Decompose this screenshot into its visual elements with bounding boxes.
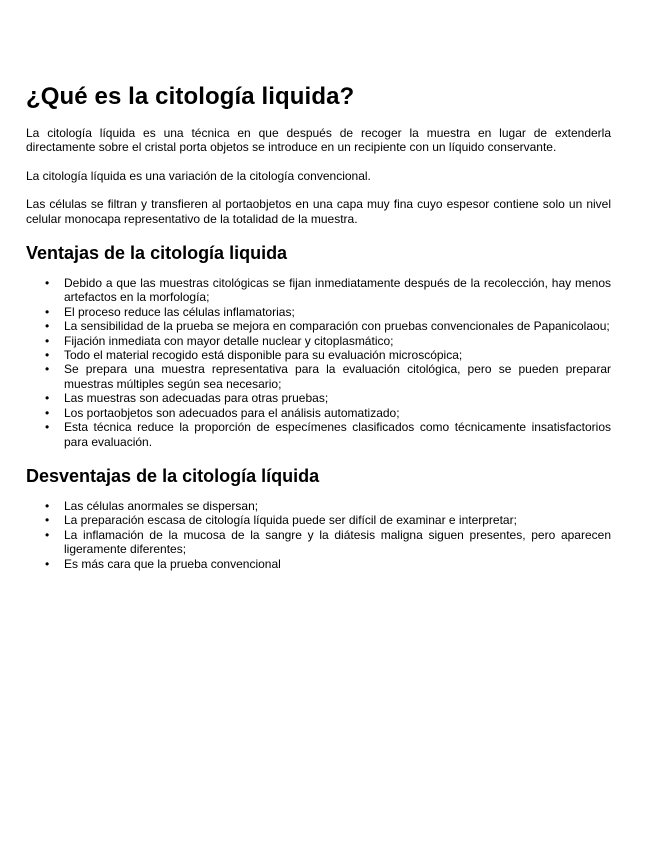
list-item: • El proceso reduce las células inflamatorias;: [45, 304, 295, 319]
ventajas-list: [26, 276, 611, 449]
bullet-icon: •: [45, 333, 50, 348]
list-item: • Las muestras son adecuadas para otras pruebas;: [45, 391, 329, 406]
bullet-icon: •: [45, 405, 50, 420]
list-item: • La inflamación de la mucosa de la sangre y la diátesis maligna siguen presentes, pero aparecen ligeramente diferentes;: [45, 527, 611, 557]
intro-paragraph-2: La citología líquida es una variación de la citología convencional.: [26, 168, 371, 183]
bullet-icon: •: [45, 319, 50, 334]
list-item: • Se prepara una muestra representativa para la evaluación citológica, pero se pueden preparar muestras múltiples según sea necesario;: [45, 362, 611, 391]
list-item: • La preparación escasa de citología líquida puede ser difícil de examinar e interpretar;: [45, 513, 517, 528]
bullet-icon: •: [45, 276, 50, 291]
list-item: • Es más cara que la prueba convencional: [45, 556, 281, 571]
desventajas-list: [26, 499, 611, 571]
list-item: • Los portaobjetos son adecuados para el análisis automatizado;: [45, 405, 400, 420]
list-item: • Fijación inmediata con mayor detalle nuclear y citoplasmático;: [45, 333, 394, 348]
section-heading-desventajas: Desventajas de la citología líquida: [26, 465, 320, 486]
intro-paragraph-3: Las células se filtran y transfieren al portaobjetos en una capa muy fina cuyo espesor contiene solo un nivel celular monocapa representativo de la totalidad de la muestra.: [26, 197, 611, 226]
list-item: • La sensibilidad de la prueba se mejora en comparación con pruebas convencionales de Papanicolaou;: [45, 319, 610, 334]
bullet-icon: •: [45, 556, 50, 571]
bullet-icon: •: [45, 362, 50, 377]
bullet-icon: •: [45, 498, 50, 513]
bullet-icon: •: [45, 348, 50, 363]
list-item: • Las células anormales se dispersan;: [45, 498, 259, 513]
bullet-icon: •: [45, 527, 50, 542]
intro-paragraph-1: La citología líquida es una técnica en que después de recoger la muestra en lugar de extenderla directamente sobre el cristal porta objetos se introduce en un recipiente con un líquido conservante.: [26, 126, 611, 155]
list-item: • Debido a que las muestras citológicas se fijan inmediatamente después de la recolección, hay menos artefactos en la morfología;: [45, 276, 611, 305]
page-title: ¿Qué es la citología liquida?: [26, 83, 355, 110]
bullet-icon: •: [45, 304, 50, 319]
section-heading-ventajas: Ventajas de la citología liquida: [26, 243, 288, 264]
list-item: • Todo el material recogido está disponible para su evaluación microscópica;: [45, 348, 463, 363]
bullet-icon: •: [45, 513, 50, 528]
bullet-icon: •: [45, 420, 50, 435]
bullet-icon: •: [45, 391, 50, 406]
document-page: [26, 82, 611, 587]
list-item: • Esta técnica reduce la proporción de especímenes clasificados como técnicamente insatisfactorios para evaluación.: [45, 420, 611, 449]
